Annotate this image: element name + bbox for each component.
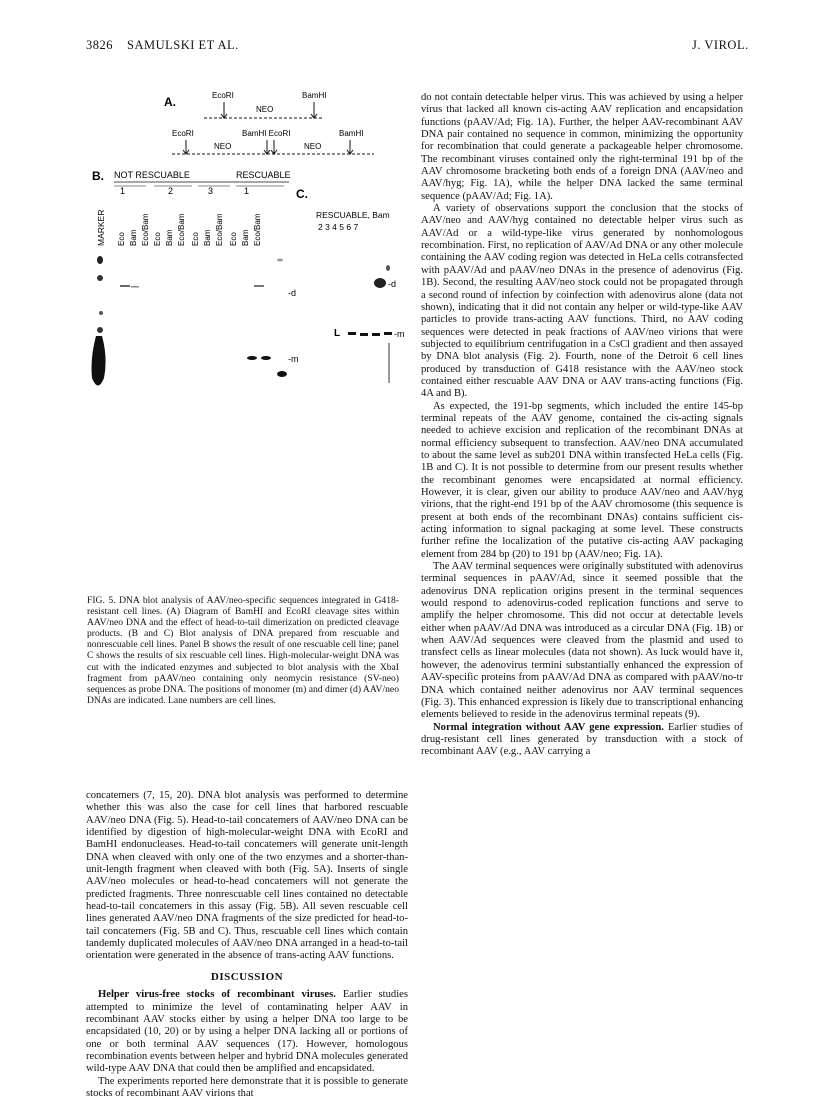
marker-smear xyxy=(92,336,106,386)
lane-labels xyxy=(117,213,262,246)
paragraph: As expected, the 191-bp segments, which included the entire 145-bp terminal repeats of the AAV genome, contained the cis-acting signals needed to achieve excision and replication of the recombinant DNAs at normal efficiency subsequent to transfection. AAV/neo DNA accumulated to about the same level as sub201 DNA within transfected HeLa cells (Fig. 1B and C). It is not possible to determine from our present results whether the recombinant genomes were encapsidated at normal efficiency. However, it is clear, given our ability to produce AAV/neo and AAV/hyg virions, that the right-end 191 bp of the AAV chromosome (this sequence is present at both ends of the recombinant DNAs) contains sufficient cis-acting information to signal packaging at some level. These constructs further refine the localization of the putative cis-acting AAV packaging element from 284 bp (20) to 191 bp (AAV/neo; Fig. 1A). xyxy=(421,400,743,560)
c-band-m xyxy=(372,333,380,336)
blot-b xyxy=(92,256,288,386)
paragraph: concatemers (7, 15, 20). DNA blot analysis was performed to determine whether this was also the case for cell lines that harbored rescuable AAV/neo DNA (Fig. 5). Head-to-tail concatemers of AAV/neo DNA can be identified by digestion of high-molecular-weight DNA with EcoRI and BamHI endonucleases. Head-to-tail concatemers will generate unit-length DNA when cleaved with only one of the two enzymes and a shorter-than-unit-length fragment when cleaved with both (Fig. 5A). Inserts of single AAV/neo molecules or head-to-head concatemers will not generate the predicted fragments. Three nonrescuable cell lines contained no detectable head-to-tail concatemers in this assay (Fig. 5B). All seven rescuable cell lines generated AAV/neo DNA fragments of the size predicted for head-to-tail concatemers (Fig. 5B and C). Thus, rescuable cell lines which contain tandemly duplicated molecules of AAV/neo DNA arranged in a head-to-tail orientation were generated in the absence of trans-acting AAV functions. xyxy=(86,790,408,962)
marker-band xyxy=(99,311,103,315)
diagram-row1-site-ecori: EcoRI xyxy=(212,91,234,100)
paragraph xyxy=(421,722,743,759)
cell-line-2: 2 xyxy=(168,186,174,196)
paragraph: The experiments reported here demonstrate that it is possible to generate stocks of recombinant AAV virions that xyxy=(86,1075,408,1099)
diagram-row2-site-bamhi-ecori: BamHI EcoRI xyxy=(242,129,291,138)
lane-label: Eco/Bam xyxy=(141,213,150,246)
panel-a-label: A. xyxy=(164,95,176,109)
right-column xyxy=(421,92,743,759)
c-l-label: L xyxy=(334,328,341,339)
cell-line-1: 1 xyxy=(120,186,126,196)
lane-label: Eco/Bam xyxy=(215,213,224,246)
rescuable-band-m xyxy=(261,356,271,360)
lane-label: Eco xyxy=(117,232,126,246)
blot-c xyxy=(348,265,392,383)
lane-band xyxy=(120,285,130,287)
panel-c-lane-numbers: 2 3 4 5 6 7 xyxy=(318,222,359,232)
panel-c-label: C. xyxy=(296,187,308,201)
c-band-m xyxy=(348,332,356,335)
b-dimer-label: -d xyxy=(288,288,297,298)
marker-band xyxy=(97,327,103,333)
c-band-m xyxy=(360,333,368,336)
group-not-rescuable: NOT RESCUABLE xyxy=(114,170,190,180)
lane-label: Eco/Bam xyxy=(177,213,186,246)
diagram-row1-cut-bamhi xyxy=(311,102,317,118)
diagram-row1-neo: NEO xyxy=(256,105,274,114)
run-in-heading: Normal integration without AAV gene expression. xyxy=(433,721,664,733)
left-column xyxy=(86,790,408,1100)
diagram-row2-site-bamhi: BamHI xyxy=(339,129,364,138)
lane-label: Bam xyxy=(203,229,212,246)
diagram-row2-neo-2: NEO xyxy=(304,142,322,151)
lane-label: Eco xyxy=(153,232,162,246)
lane-band xyxy=(254,285,264,287)
rescuable-band-eco-bam xyxy=(277,371,287,377)
running-authors: SAMULSKI ET AL. xyxy=(127,38,239,52)
c-smear xyxy=(388,343,390,383)
lane-label: Eco xyxy=(191,232,200,246)
paragraph: The AAV terminal sequences were originally substituted with adenovirus terminal sequences in pAAV/Ad, since it seemed possible that the adenovirus DNA replication origins present in the terminal sequences would respond to adenovirus-coded replication functions and serve to amplify the helper chromosome. This did not occur at detectable levels either when pAAV/Ad DNA was introduced as a circular DNA (Fig. 1B) or when AAV/Ad sequences were cleaved from the plasmid and used to transfect cells as linear molecules (data not shown). As luck would have it, however, the adenovirus termini substantially enhanced the expression of AAV-specific proteins from pAAV/Ad DNA as compared with pAAV/no-tr DNA which contained neither adenovirus nor AAV terminal sequences (Fig. 3). This enhanced expression is likely due to transcriptional enhancing elements believed to reside in the adenovirus terminal repeats (9). xyxy=(421,561,743,721)
paragraph-text: Earlier studies of drug-resistant cell lines generated by transduction with a stock of recombinant AAV (e.g., AAV carrying a xyxy=(421,721,743,758)
cell-line-r1: 1 xyxy=(244,186,250,196)
lane-label: Bam xyxy=(165,229,174,246)
diagram-row2-site-ecori: EcoRI xyxy=(172,129,194,138)
page-number: 3826 xyxy=(86,38,113,52)
c-band-d xyxy=(374,278,386,288)
figure-caption: FIG. 5. DNA blot analysis of AAV/neo-specific sequences integrated in G418-resistant cell lines. (A) Diagram of BamHI and EcoRI cleavage sites within AAV/neo DNA and the effect of head-to-tail dimerization on predicted cleavage products. (B and C) Blot analysis of DNA prepared from rescuable and nonrescuable cell lines. Panel B shows the result of one rescuable cell line; panel C shows the results of six rescuable cell lines. High-molecular-weight DNA was cut with the indicated enzymes and subjected to blot analysis with the XbaI fragment from pAAV/neo containing only neomycin resistance (SV-neo) sequences as probe DNA. The positions of monomer (m) and dimer (d) AAV/neo DNAs are indicated. Lane numbers are cell lines. xyxy=(87,595,399,706)
lane-band xyxy=(131,286,139,288)
figure-5 xyxy=(84,88,414,588)
paragraph: do not contain detectable helper virus. This was achieved by using a helper virus that lacked all known cis-acting AAV replication and encapsidation functions (pAAV/Ad; Fig. 1A). Further, the helper AAV-recombinant AAV DNA pair contained no sequence in common, minimizing the opportunity for recombination that could generate a packageable helper chromosome. The recombinant viruses contained only the right-terminal 191 bp of the AAV chromosome bracketing both ends of a foreign DNA (AAV/neo and AAV/hyg; Fig. 1A), while the helper DNA lacked the same terminal sequence (pAAV/Ad; Fig. 1A). xyxy=(421,92,743,202)
lane-label: Eco/Bam xyxy=(253,213,262,246)
lane-label: Bam xyxy=(241,229,250,246)
c-dimer-label: -d xyxy=(388,279,397,289)
diagram-row2-cut-1 xyxy=(183,140,189,154)
diagram-row1-site-bamhi: BamHI xyxy=(302,91,327,100)
discussion-heading: DISCUSSION xyxy=(210,970,284,983)
diagram-row2-cut-2 xyxy=(264,140,270,154)
cell-line-3: 3 xyxy=(208,186,214,196)
group-rescuable: RESCUABLE xyxy=(236,170,291,180)
diagram-row2-cut-4 xyxy=(347,140,353,154)
diagram-row1-cut-ecori xyxy=(221,102,227,118)
run-in-heading: Helper virus-free stocks of recombinant viruses. xyxy=(98,989,336,1001)
lane-label: Eco xyxy=(229,232,238,246)
journal-name: J. VIROL. xyxy=(692,38,749,52)
rescuable-band-m xyxy=(247,356,257,360)
paragraph-text: Earlier studies attempted to minimize the level of contaminating helper AAV in recombinant AAV stocks either by using a helper DNA too large to be encapsidated (10, 20) or by using a helper DNA lacking all or portions of one or both terminal AAV sequences (17). However, homologous recombination events between helper and hybrid DNA molecules generated wild-type AAV DNA that could then be amplified and encapsidated. xyxy=(86,989,408,1075)
rescuable-band-d xyxy=(277,259,283,262)
lane-label: Bam xyxy=(129,229,138,246)
diagram-row2-cut-3 xyxy=(271,140,277,154)
marker-label: MARKER xyxy=(96,209,106,246)
paragraph: A variety of observations support the conclusion that the stocks of AAV/neo and AAV/hyg contained no detectable helper virus such as AAV/Ad or a wild-type-like virus generated by nonhomologous recombination. First, no replication of AAV/Ad DNA or any other molecule containing the AAV coding region was detected in HeLa cells cotransfected with pAAV/Ad and pAAV/neo DNAs in the presence of adenovirus (Fig. 1B). Second, the resulting AAV/neo stock could not be propagated through a second round of infection by coinfection with adenovirus alone (data not shown), indicating that it did not contain any helper or wild-type-like AAV particles to provide trans-acting AAV functions. Third, no AAV coding sequences were detected in peak fractions of AAV/neo virions that were subjected to equilibrium centrifugation in a CsCl gradient and then assayed by DNA blot analysis (Fig. 2). Fourth, none of the Detroit 6 cell lines produced by transduction of G418 resistance with the AAV/neo stock contained either rescuable AAV DNA or AAV trans-acting functions (Fig. 4A and B). xyxy=(421,203,743,400)
c-monomer-label: -m xyxy=(394,329,405,339)
panel-c-title: RESCUABLE, Bam xyxy=(316,210,390,220)
c-band-d xyxy=(386,265,390,271)
b-monomer-label: -m xyxy=(288,354,299,364)
marker-band xyxy=(97,256,103,264)
paragraph xyxy=(86,989,408,1075)
panel-b-label: B. xyxy=(92,169,104,183)
diagram-row2-neo-1: NEO xyxy=(214,142,232,151)
c-band-m xyxy=(384,332,392,335)
marker-band xyxy=(97,275,103,281)
